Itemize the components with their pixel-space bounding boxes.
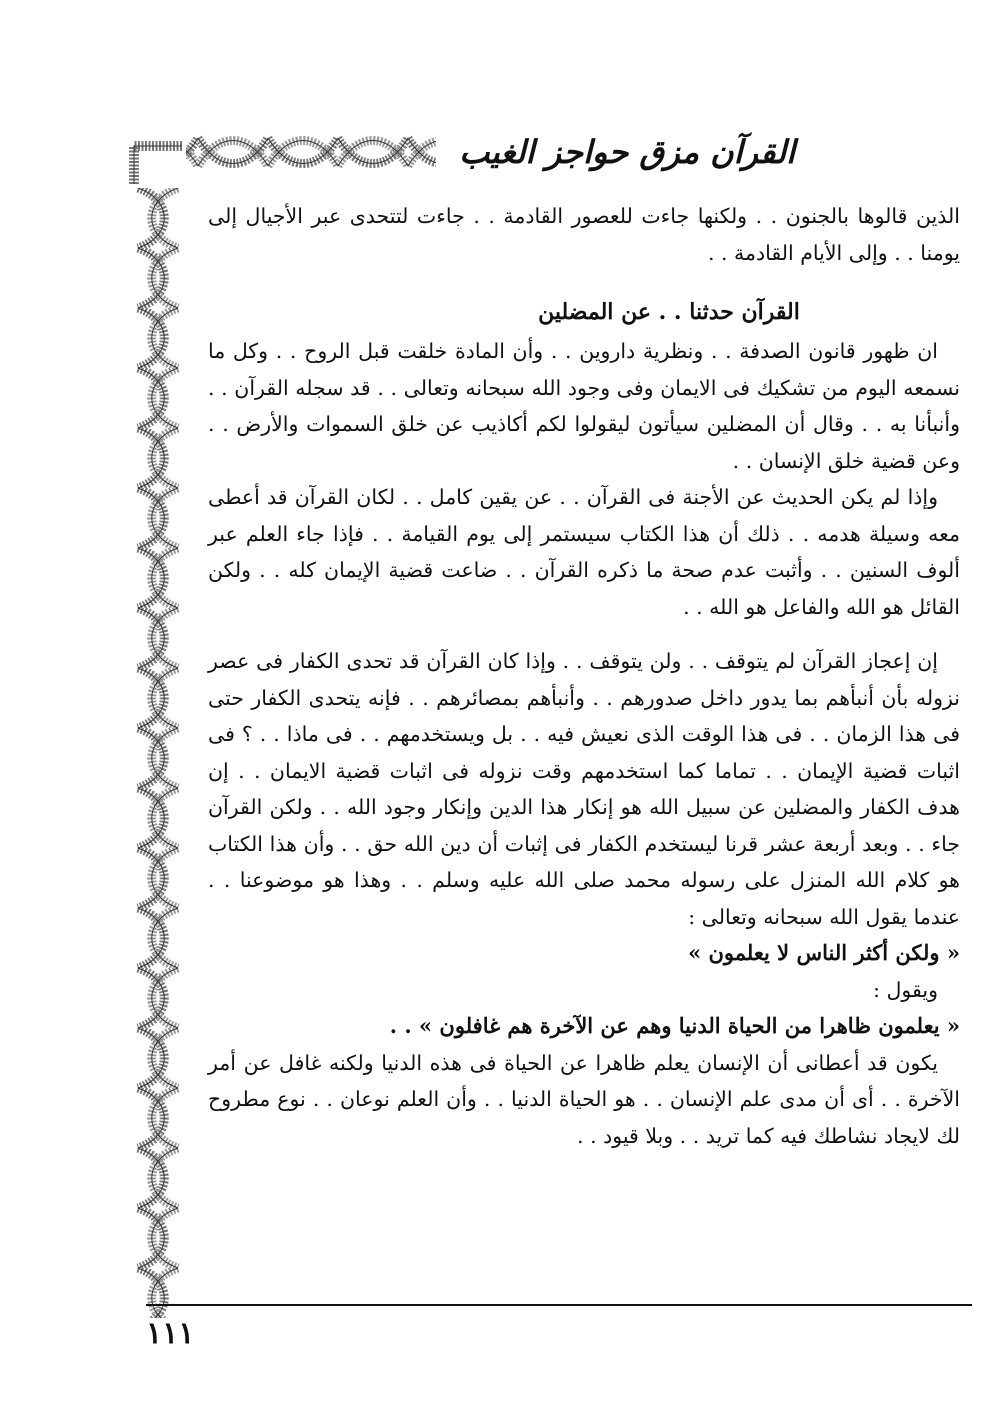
paragraph-2: ان ظهور قانون الصدفة . . ونظرية داروين . . وأن المادة خلقت قبل الروح . . وكل ما نسمعه اليوم من تشكيك فى الايمان وفى وجود الله سبحانه وتعالى . . قد سجله القرآن . . وأنبأنا به . . وقال أن المضلين سيأتون ليقولوا لكم أكاذيب عن خلق السموات والأرض . . وعن قضية خلق الإنسان . .: [208, 339, 960, 473]
quran-quote-1: « ولكن أكثر الناس لا يعلمون »: [688, 940, 960, 965]
section-heading: القرآن حدثنا . . عن المضلين: [538, 299, 800, 325]
paragraph-6: يكون قد أعطانى أن الإنسان يعلم ظاهرا عن الحياة فى هذه الدنيا ولكنه غافل عن أمر الآخرة . . أى أن مدى علم الإنسان . . هو الحياة الدنيا . . وأن العلم نوعان . . نوع مطروح لك لايجاد نشاطك فيه كما تريد . . وبلا قيود . .: [208, 1050, 960, 1148]
paragraph-5: ويقول :: [873, 977, 938, 1002]
quran-quote-2: « يعلمون ظاهرا من الحياة الدنيا وهم عن الآخرة هم غافلون » . .: [389, 1013, 960, 1038]
paragraph-4: إن إعجاز القرآن لم يتوقف . . ولن يتوقف . . وإذا كان القرآن قد تحدى الكفار فى عصر نزوله بأن أنبأهم بما يدور داخل صدورهم . . وأنبأهم بمصائرهم . . فإنه يتحدى الكفار حتى فى هذا الزمان . . فى هذا الوقت الذى نعيش فيه . . بل ويستخدمهم . . فى ماذا . . ؟ فى اثبات قضية الإيمان . . تماما كما استخدمهم وقت نزوله فى اثبات قضية الايمان . . إن هدف الكفار والمضلين عن سبيل الله هو إنكار هذا الدين وإنكار وجود الله . . ولكن القرآن جاء . . وبعد أربعة عشر قرنا ليستخدم الكفار فى إثبات أن دين الله حق . . وأن هذا الكتاب هو كلام الله المنزل على رسوله محمد صلى الله عليه وسلم . . وهذا هو موضوعنا . . عندما يقول الله سبحانه وتعالى :: [208, 649, 960, 929]
paragraph-3: وإذا لم يكن الحديث عن الأجنة فى القرآن . . عن يقين كامل . . لكان القرآن قد أعطى معه وسيلة هدمه . . ذلك أن هذا الكتاب سيستمر إلى يوم القيامة . . فإذا جاء العلم عبر ألوف السنين . . وأثبت عدم صحة ما ذكره القرآن . . ضاعت قضية الإيمان كله . . ولكن القائل هو الله والفاعل هو الله . .: [208, 485, 960, 619]
footer-rule: [146, 1304, 972, 1306]
running-title: القرآن مزق حواجز الغيب: [459, 133, 795, 171]
page-number: ١١١: [146, 1316, 195, 1351]
paragraph-1: الذين قالوها بالجنون . . ولكنها جاءت للعصور القادمة . . جاءت لتتحدى عبر الأجيال إلى يومنا . . وإلى الأيام القادمة . .: [208, 204, 960, 265]
decorative-border-ornament: [128, 128, 188, 1320]
page-body: [208, 198, 960, 1154]
header-ornament: [128, 128, 440, 176]
